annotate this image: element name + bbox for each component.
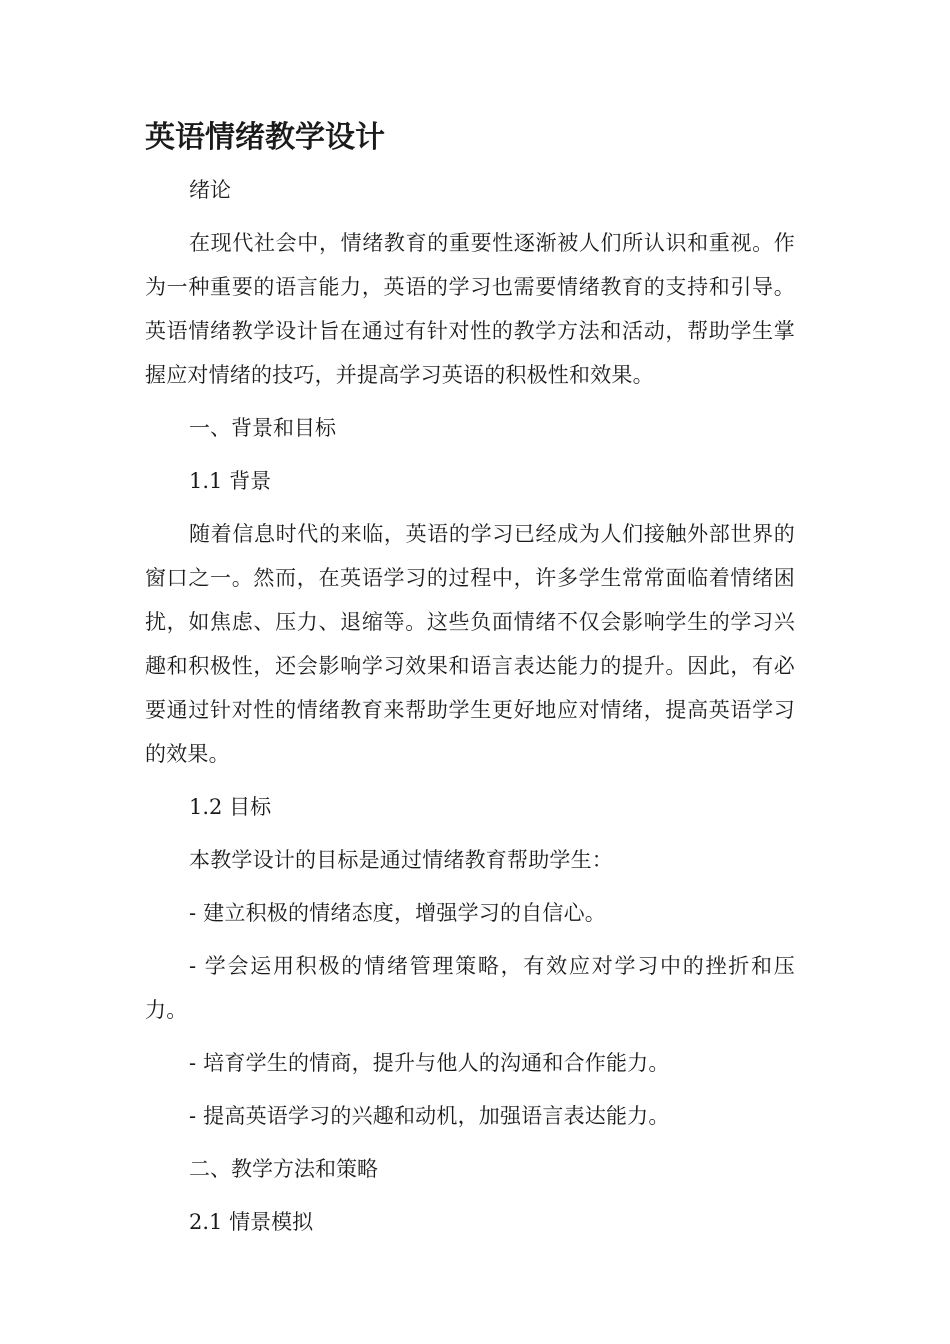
section-1-2-paragraph: 本教学设计的目标是通过情绪教育帮助学生： [189,848,613,872]
intro-heading: 绪论 [189,178,231,202]
section-1-heading: 一、背景和目标 [189,416,336,440]
goal-item: - 学会运用积极的情绪管理策略，有效应对学习中的挫折和压力。 [145,954,795,1022]
document-title: 英语情绪教学设计 [145,120,385,155]
intro-paragraph: 在现代社会中，情绪教育的重要性逐渐被人们所认识和重视。作为一种重要的语言能力，英语的学习也需要情绪教育的支持和引导。英语情绪教学设计旨在通过有针对性的教学方法和活动，帮助学生掌握应对情绪的技巧，并提高学习英语的积极性和效果。 [145,231,795,387]
goal-item: - 建立积极的情绪态度，增强学习的自信心。 [189,901,606,925]
section-2-1-heading: 2.1 情景模拟 [189,1210,314,1234]
document-body [145,168,795,1253]
goal-item: - 培育学生的情商，提升与他人的沟通和合作能力。 [189,1051,670,1075]
section-1-1-paragraph: 随着信息时代的来临，英语的学习已经成为人们接触外部世界的窗口之一。然而，在英语学习的过程中，许多学生常常面临着情绪困扰，如焦虑、压力、退缩等。这些负面情绪不仅会影响学生的学习兴趣和积极性，还会影响学习效果和语言表达能力的提升。因此，有必要通过针对性的情绪教育来帮助学生更好地应对情绪，提高英语学习的效果。 [145,522,795,766]
section-1-2-heading: 1.2 目标 [189,795,272,819]
goal-item: - 提高英语学习的兴趣和动机，加强语言表达能力。 [189,1104,670,1128]
section-1-1-heading: 1.1 背景 [189,469,272,493]
section-2-heading: 二、教学方法和策略 [189,1157,378,1181]
